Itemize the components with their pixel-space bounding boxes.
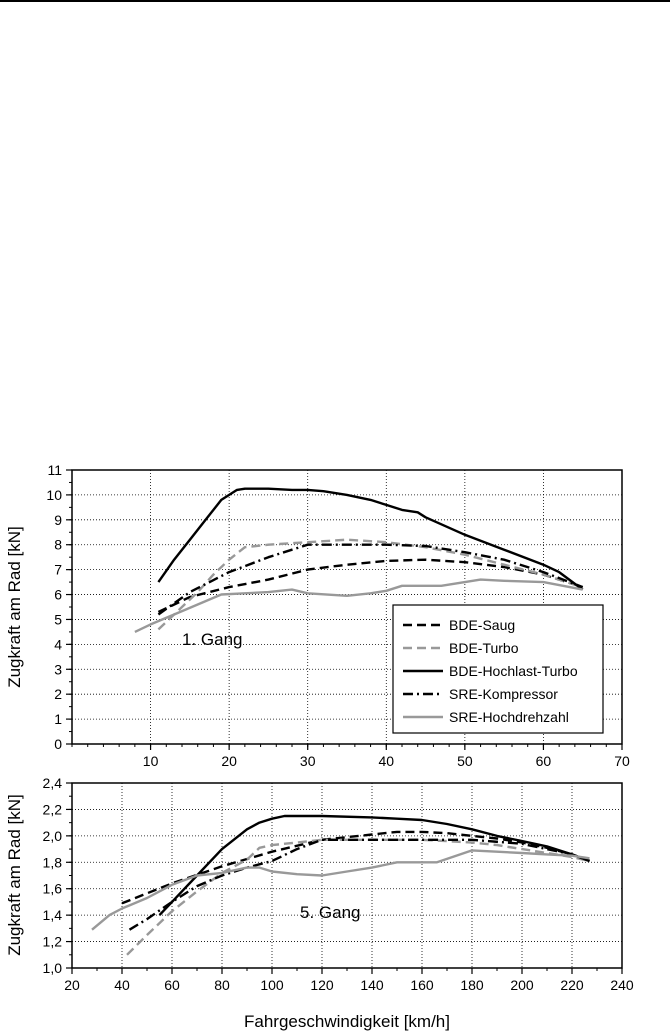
legend-label: BDE-Saug	[449, 617, 516, 633]
y-tick-label: 9	[54, 511, 62, 528]
y-tick-labels	[43, 775, 63, 976]
x-tick-label: 220	[560, 977, 584, 993]
legend-label: BDE-Hochlast-Turbo	[449, 663, 578, 679]
x-tick-label: 20	[221, 753, 237, 769]
y-tick-label: 1,0	[42, 960, 62, 976]
x-tick-label: 140	[360, 977, 384, 993]
y-tick-label: 1,4	[42, 907, 62, 924]
x-tick-label: 240	[610, 977, 634, 993]
x-tick-label: 10	[142, 753, 159, 769]
x-tick-label: 30	[299, 753, 316, 769]
gear-annotation: 5. Gang	[300, 903, 361, 922]
y-tick-label: 11	[47, 462, 62, 478]
y-tick-labels	[46, 462, 62, 752]
y-tick-label: 5	[54, 611, 62, 628]
y-tick-label: 1,2	[42, 933, 62, 950]
x-tick-label: 200	[510, 977, 534, 993]
x-tick-label: 60	[535, 753, 552, 769]
x-tick-label: 60	[164, 977, 180, 993]
y-tick-label: 2,2	[42, 801, 62, 818]
y-tick-label: 1	[54, 711, 62, 728]
x-tick-label: 20	[64, 977, 80, 993]
y-tick-label: 10	[46, 486, 62, 503]
y-axis-label: Zugkraft am Rad [kN]	[5, 526, 24, 688]
chart-panel-5-gang	[5, 775, 634, 1031]
y-tick-label: 2	[54, 686, 62, 703]
x-tick-labels	[64, 977, 634, 993]
y-tick-label: 0	[54, 736, 62, 752]
y-axis-label: Zugkraft am Rad [kN]	[5, 794, 24, 956]
x-tick-labels	[143, 753, 630, 769]
y-tick-label: 1,6	[42, 880, 62, 897]
x-tick-label: 160	[410, 977, 434, 993]
y-tick-label: 2,0	[42, 827, 62, 844]
chart-panel-1-gang	[5, 462, 630, 769]
series-group	[92, 816, 590, 955]
y-tick-label: 8	[54, 536, 62, 553]
y-tick-label: 1,8	[42, 854, 62, 871]
series-line-bde-saug	[122, 832, 590, 903]
y-tick-label: 2,4	[42, 775, 62, 791]
legend-label: SRE-Kompressor	[449, 686, 558, 702]
y-tick-label: 3	[54, 661, 62, 678]
legend-label: SRE-Hochdrehzahl	[449, 709, 569, 725]
y-tick-label: 4	[54, 636, 62, 653]
x-tick-label: 120	[310, 977, 334, 993]
x-tick-label: 180	[460, 977, 484, 993]
legend-label: BDE-Turbo	[449, 640, 519, 656]
x-tick-label: 100	[260, 977, 284, 993]
legend	[393, 605, 603, 733]
y-tick-label: 7	[54, 561, 62, 578]
x-tick-label: 40	[114, 977, 130, 993]
grid	[72, 783, 622, 968]
x-tick-label: 50	[457, 753, 473, 769]
y-tick-label: 6	[54, 586, 62, 603]
x-tick-label: 70	[614, 753, 630, 769]
plot-frame	[72, 783, 622, 968]
series-line-bde-hochlast-turbo	[160, 816, 590, 915]
x-tick-label: 80	[214, 977, 230, 993]
x-tick-label: 40	[378, 753, 395, 769]
tick-marks	[66, 783, 622, 974]
series-line-bde-turbo	[127, 840, 590, 955]
x-axis-label: Fahrgeschwindigkeit [km/h]	[244, 1012, 450, 1031]
gear-annotation: 1. Gang	[182, 630, 243, 649]
